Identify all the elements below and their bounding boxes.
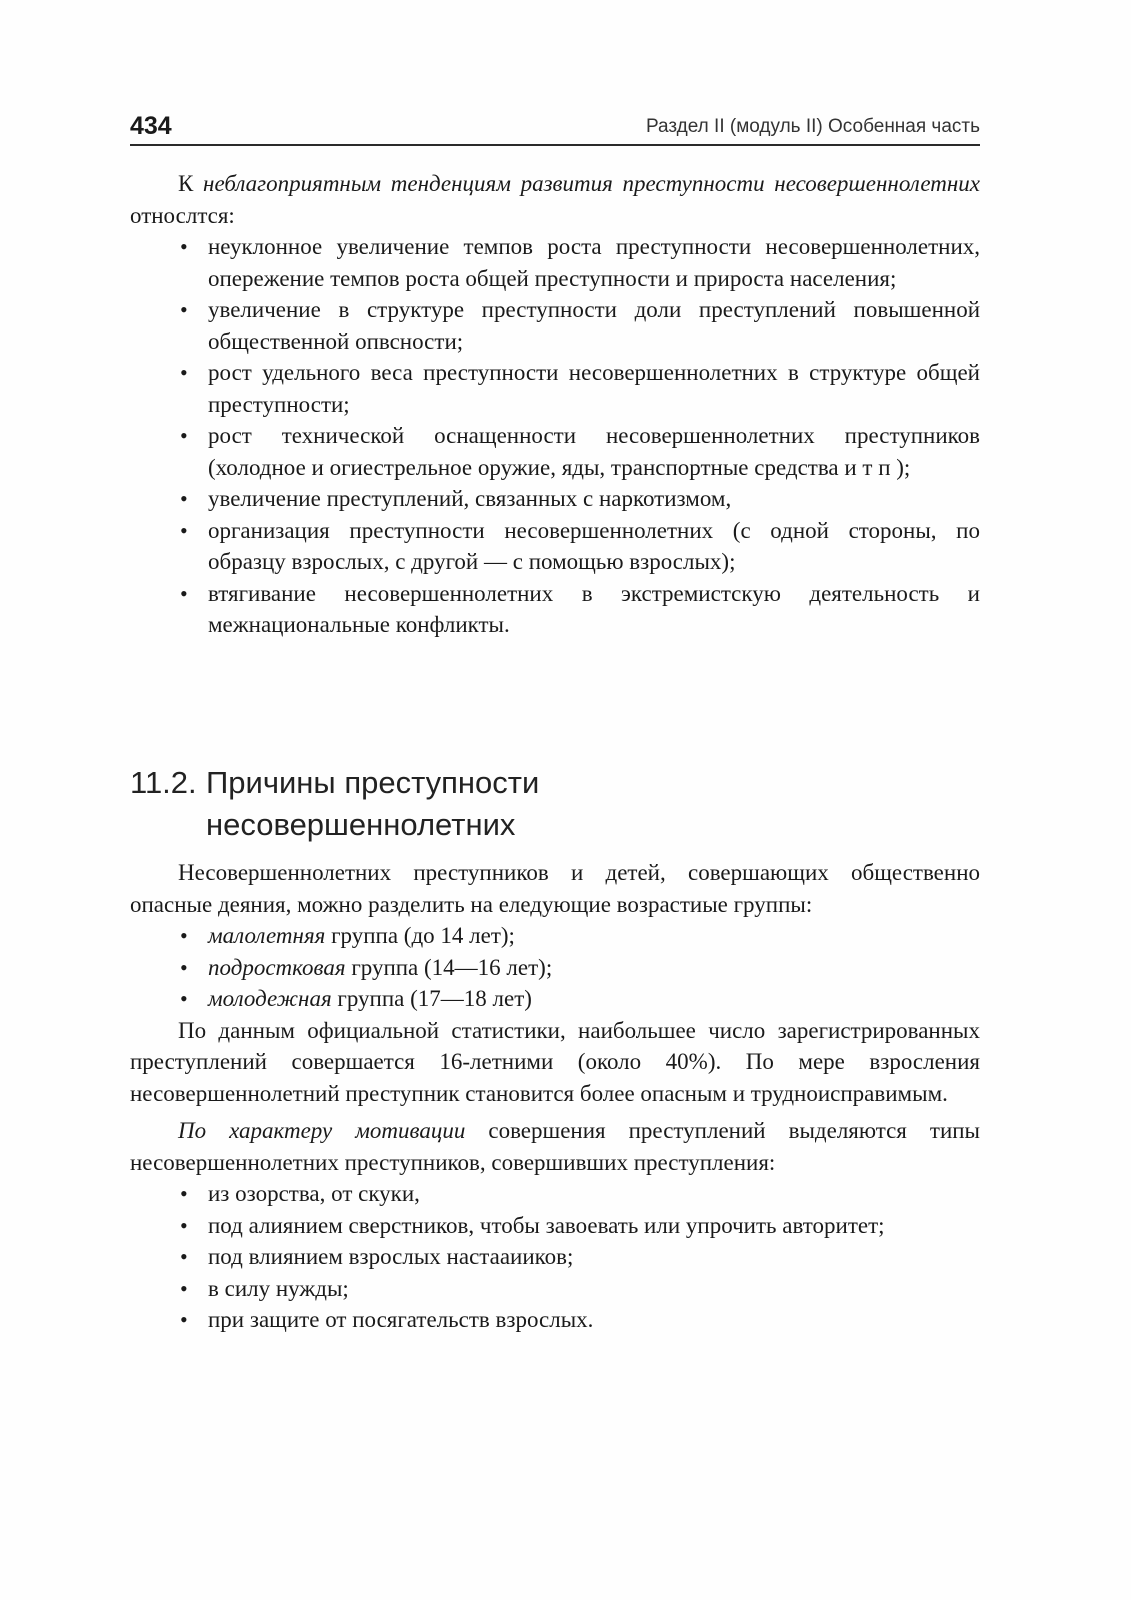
bullet-icon: • xyxy=(180,1244,188,1269)
bullet-icon: • xyxy=(180,423,188,448)
bullet-icon: • xyxy=(180,234,188,259)
running-header xyxy=(130,110,980,146)
list-item: • неуклонное увеличение темпов роста преступности несовершеннолетних, опережение темпов роста общей преступности и прироста населения; xyxy=(130,231,980,294)
list-item: • из озорства, от скуки, xyxy=(130,1178,980,1210)
bullet-icon: • xyxy=(180,486,188,511)
bullet-icon: • xyxy=(180,517,188,543)
section-number: 11.2. xyxy=(130,765,197,800)
list-item: • молодежная группа (17—18 лет) xyxy=(130,983,980,1015)
list-item: • в силу нужды; xyxy=(130,1273,980,1305)
bullet-icon: • xyxy=(180,360,188,385)
list-item: • увеличение в структуре преступности доли преступлений повышенной общественной опвсности; xyxy=(130,294,980,357)
tendencies-list xyxy=(130,231,980,641)
list-item: • при защите от посягательств взрослых. xyxy=(130,1304,980,1336)
list-item: • рост удельного веса преступности несовершеннолетних в структуре общей преступности; xyxy=(130,357,980,420)
section-heading xyxy=(130,762,980,846)
age-groups-intro: Несовершеннолетних преступников и детей, совершающих общественно опасные деяния, можно разделить на еледующие возрастиые группы: xyxy=(130,860,980,917)
bullet-icon: • xyxy=(180,923,188,948)
bullet-icon: • xyxy=(180,1307,188,1332)
bullet-icon: • xyxy=(180,1212,188,1238)
bullet-icon: • xyxy=(180,297,188,322)
bullet-icon: • xyxy=(180,986,188,1011)
running-section-title: Раздел II (модуль II) Особенная часть xyxy=(645,116,980,137)
list-item: • организация преступности несовершеннолетних (с одной стороны, по образцу взрослых, с другой — с помощью взрослых); xyxy=(130,515,980,578)
bullet-icon: • xyxy=(180,1275,188,1301)
tendencies-emphasis: неблагоприятным тенденциям развития преступности несовершеннолетних xyxy=(203,171,980,196)
list-item: • под влиянием взрослых настааииков; xyxy=(130,1241,980,1273)
section-title-line1: Причины преступности xyxy=(206,765,540,800)
tendencies-block xyxy=(130,168,980,641)
motivation-emphasis: По характеру мотивации xyxy=(178,1118,466,1143)
section-title-line2: несовершеннолетних xyxy=(206,807,516,842)
list-item: • увеличение преступлений, связанных с наркотизмом, xyxy=(130,483,980,515)
page-number: 434 xyxy=(130,112,172,140)
bullet-icon: • xyxy=(180,954,188,980)
list-item: • подростковая группа (14—16 лет); xyxy=(130,952,980,984)
list-item: • под алиянием сверстников, чтобы завоевать или упрочить авторитет; xyxy=(130,1210,980,1242)
causes-block xyxy=(130,857,980,1336)
motivation-intro: По характеру мотивации совершения преступлений выделяются типы несовершеннолетних преступников, совершивших преступления: xyxy=(130,1118,981,1175)
motivation-list xyxy=(130,1178,980,1336)
statistics-paragraph: По данным официальной статистики, наибольшее число зарегистрированных преступлений совершается 16-летними (около 40%). По мере взросления несовершеннолетний преступник становится более опасным и трудноисправимым. xyxy=(130,1017,980,1106)
age-groups-list xyxy=(130,920,980,1015)
list-item: • втягивание несовершеннолетних в экстремистскую деятельность и межнациональные конфликты. xyxy=(130,578,980,641)
bullet-icon: • xyxy=(180,1181,188,1206)
bullet-icon: • xyxy=(180,580,188,606)
list-item: • малолетняя группа (до 14 лет); xyxy=(130,920,980,952)
tendencies-intro: К неблагоприятным тенденциям развития преступности несовершеннолетних относлтся: xyxy=(130,171,980,228)
list-item: • рост технической оснащенности несовершеннолетних преступников (холодное и огиестрельное оружие, яды, транспортные средства и т п ); xyxy=(130,420,980,483)
